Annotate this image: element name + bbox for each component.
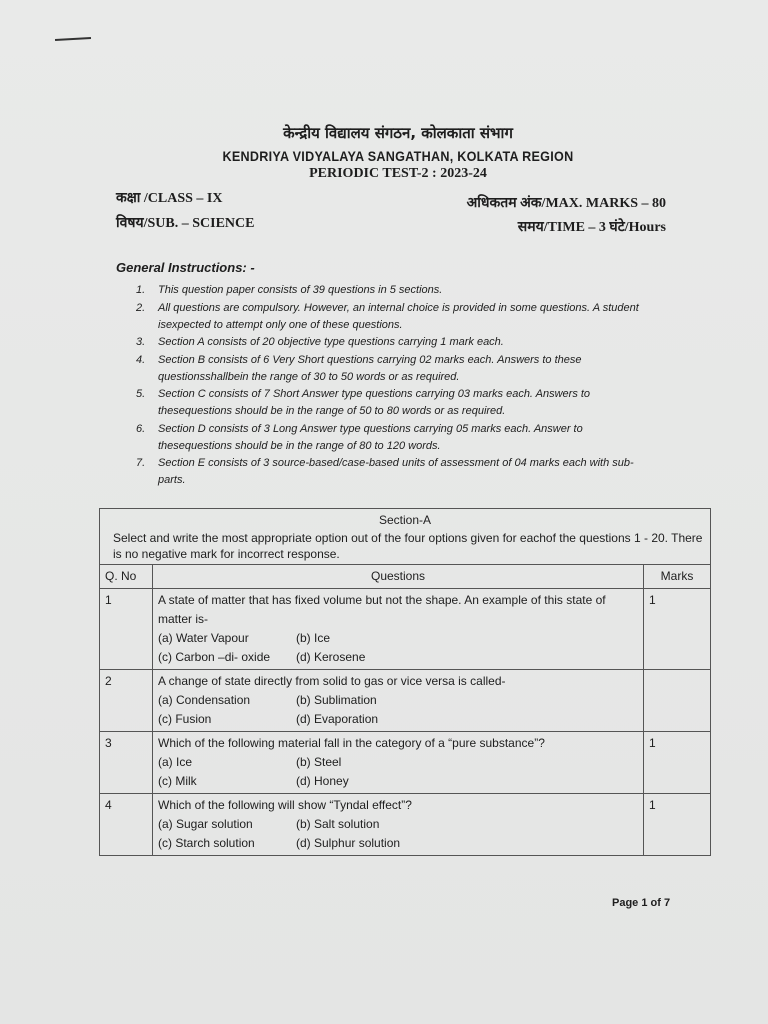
page-number: Page 1 of 7 xyxy=(612,897,671,909)
option: (d) Kerosene xyxy=(296,650,366,664)
section-title: Section-A xyxy=(378,513,432,527)
option: (c) Milk xyxy=(158,774,197,788)
instructions-title: General Instructions: - xyxy=(116,260,255,275)
question-marks: 1 xyxy=(644,732,711,794)
col-header-questions: Questions xyxy=(153,565,644,589)
subject-label: विषय/SUB. – SCIENCE xyxy=(116,216,255,231)
instruction-item: 2. All questions are compulsory. However, an internal choice is provided in some questions. A student isexpected to attempt only one of these questions. xyxy=(136,301,639,331)
instructions-list xyxy=(136,282,656,490)
option: (d) Sulphur solution xyxy=(296,836,401,850)
option: (d) Honey xyxy=(296,774,349,788)
question-text: Which of the following material fall in the category of a “pure substance”? xyxy=(158,736,545,750)
question-text: A state of matter that has fixed volume but not the shape. An example of this state of matter is- xyxy=(158,593,606,626)
table-row xyxy=(100,670,711,732)
question-marks: 1 xyxy=(644,794,711,856)
option: (b) Ice xyxy=(296,631,331,645)
option: (c) Starch solution xyxy=(158,836,255,850)
hindi-title: केन्द्रीय विद्यालय संगठन, कोलकाता संभाग xyxy=(283,124,513,142)
option: (a) Water Vapour xyxy=(158,631,249,645)
instruction-item: 7. Section E consists of 3 source-based/case-based units of assessment of 04 marks each with sub-parts. xyxy=(136,457,634,486)
option: (d) Evaporation xyxy=(296,712,379,726)
time-label: समय/TIME – 3 घंटे/Hours xyxy=(517,220,666,235)
max-marks-label: अधिकतम अंक/MAX. MARKS – 80 xyxy=(466,196,666,211)
instruction-item: 4. Section B consists of 6 Very Short questions carrying 02 marks each. Answers to these questionsshallbein the range of 30 to 50 words or as required. xyxy=(136,353,582,383)
col-header-qno: Q. No xyxy=(100,565,153,589)
instruction-item: 1. This question paper consists of 39 questions in 5 sections. xyxy=(136,284,443,296)
english-title: KENDRIYA VIDYALAYA SANGATHAN, KOLKATA REGION xyxy=(222,148,574,164)
question-text: Which of the following will show “Tyndal effect”? xyxy=(158,798,412,812)
question-number: 1 xyxy=(100,589,153,670)
pen-mark xyxy=(55,37,91,41)
option: (a) Condensation xyxy=(158,693,251,707)
col-header-marks: Marks xyxy=(644,565,711,589)
question-marks: 1 xyxy=(644,589,711,670)
table-row xyxy=(100,794,711,856)
question-number: 4 xyxy=(100,794,153,856)
instruction-item: 3. Section A consists of 20 objective type questions carrying 1 mark each. xyxy=(136,336,504,348)
table-row xyxy=(100,732,711,794)
option: (b) Steel xyxy=(296,755,342,769)
table-header-row xyxy=(100,565,711,589)
question-number: 3 xyxy=(100,732,153,794)
section-a-table xyxy=(99,508,711,856)
question-number: 2 xyxy=(100,670,153,732)
section-description: Select and write the most appropriate option out of the four options given for eachof the questions 1 - 20. There is no negative mark for incorrect response. xyxy=(113,531,703,561)
option: (c) Carbon –di- oxide xyxy=(158,650,271,664)
option: (a) Sugar solution xyxy=(158,817,253,831)
question-text: A change of state directly from solid to gas or vice versa is called- xyxy=(158,674,506,688)
table-row xyxy=(100,589,711,670)
option: (c) Fusion xyxy=(158,712,212,726)
instruction-item: 5. Section C consists of 7 Short Answer type questions carrying 03 marks each. Answers to thesequestions should be in the range of 50 to 80 words or as required. xyxy=(136,388,591,417)
test-name: PERIODIC TEST-2 : 2023-24 xyxy=(309,166,487,181)
option: (b) Salt solution xyxy=(296,817,380,831)
option: (b) Sublimation xyxy=(296,693,377,707)
section-header xyxy=(100,509,711,565)
instruction-item: 6. Section D consists of 3 Long Answer type questions carrying 05 marks each. Answer to thesequestions should be in the range of 80 to 120 words. xyxy=(136,422,583,452)
option: (a) Ice xyxy=(158,755,193,769)
question-marks xyxy=(644,670,711,732)
class-label: कक्षा /CLASS – IX xyxy=(116,191,223,206)
